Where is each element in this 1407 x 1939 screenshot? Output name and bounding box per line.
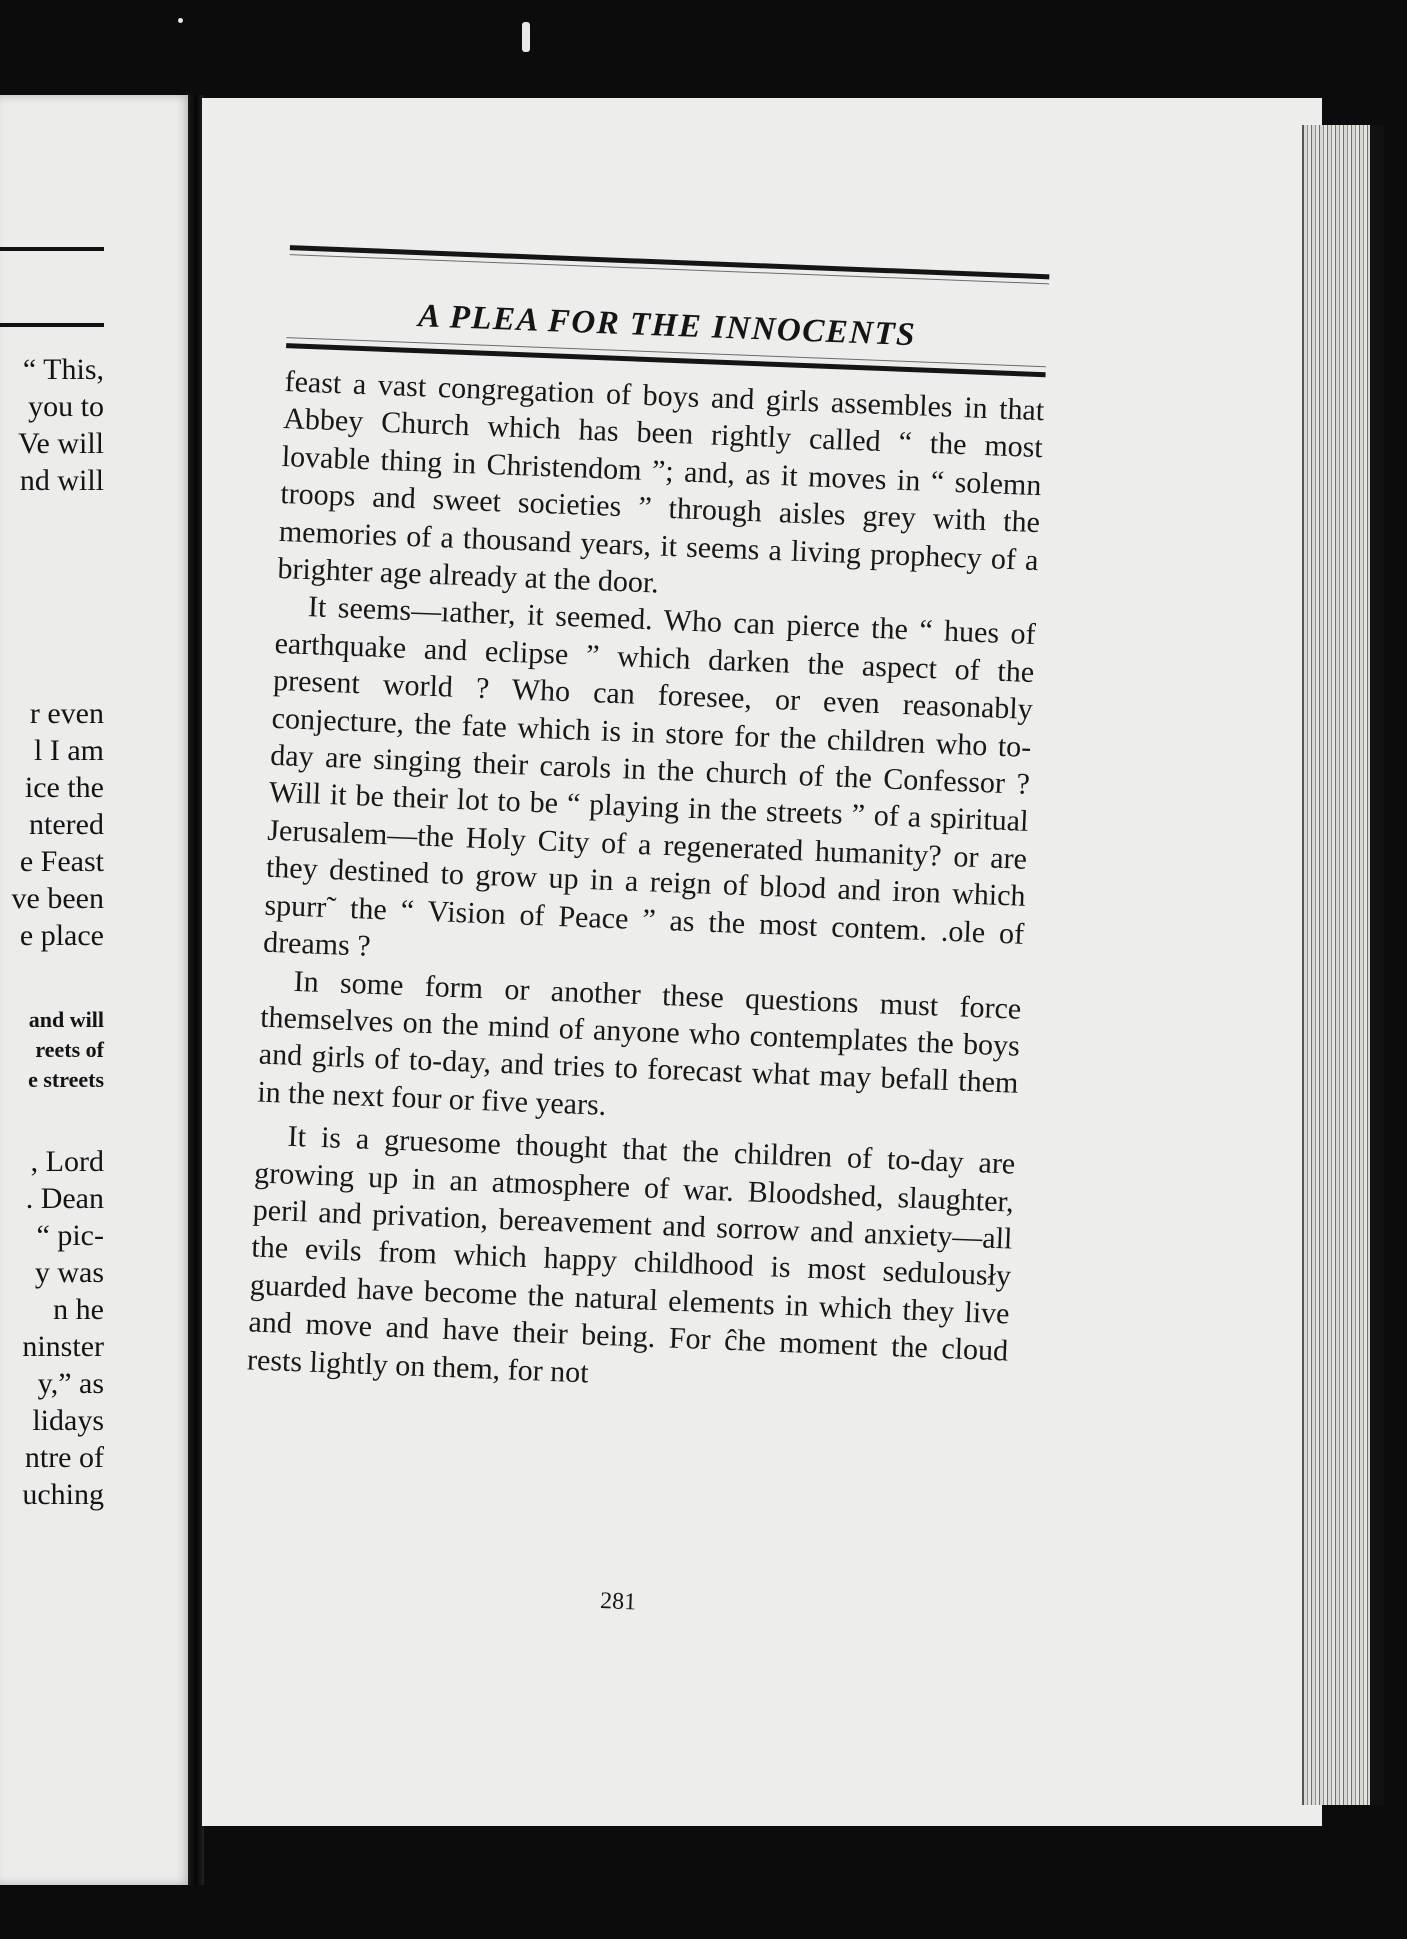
left-page-footnote-line: e streets <box>28 1067 104 1092</box>
left-page-line: , Lord <box>30 1145 104 1178</box>
paragraph: It seems—ıather, it seemed. Who can pierce the “ hues of earthquake and eclipse ” which darken the aspect of the present world ? Who can foresee, or even reasonably conjecture, the fate which is in store for the children who to-day are singing their carols in the church of the Confessor ? Will it be their lot to be “ playing in the streets ” of a spiritual Jerusalem—the Holy City of a regenerated humanity? or are they destined to grow up in a reign of bloɔd and iron which spurr˜ the “ Vision of Peace ” as the most contem. .ole of dreams ? <box>262 590 1037 963</box>
left-page-line: e place <box>19 919 104 952</box>
left-page-line: you to <box>28 390 104 423</box>
page-number: 281 <box>599 1588 637 1616</box>
scan-speck <box>178 18 183 23</box>
paragraph: It is a gruesome thought that the children of to-day are growing up in an atmosphere of war. Bloodshed, slaughter, peril and privation, bereavement and sorrow and anxiety—all the evils from which happy childhood is most sedulousły guarded have become the natural elements in which they live and move and have their being. For ĉhe moment the cloud rests lightly on them, for not <box>246 1119 1016 1389</box>
left-page-line: ntered <box>29 808 104 841</box>
left-page-line: y was <box>34 1256 104 1289</box>
scan-speck <box>522 22 530 52</box>
cover-edge <box>1370 125 1384 1805</box>
left-page-line: nd will <box>19 464 104 497</box>
left-page-line: l I am <box>34 734 104 767</box>
left-page-rule <box>0 247 104 251</box>
left-page-line: ntre of <box>24 1441 104 1474</box>
left-page-line: ve been <box>11 882 104 915</box>
left-page-line: ninster <box>22 1330 104 1363</box>
left-page-line: Ve will <box>18 427 104 460</box>
running-head: A PLEA FOR THE INNOCENTS <box>417 298 917 354</box>
page-content <box>206 244 1049 1673</box>
left-page-line: e Feast <box>19 845 104 878</box>
left-page-line: lidays <box>32 1404 104 1437</box>
left-page-line: uching <box>22 1478 104 1511</box>
left-page-line: n he <box>53 1293 104 1326</box>
left-page-footnote-line: and will <box>28 1007 104 1032</box>
left-page-line: “ This, <box>22 353 104 386</box>
left-page-line: y,” as <box>37 1367 104 1400</box>
left-page-line: . Dean <box>25 1182 104 1215</box>
left-page-footnote-line: reets of <box>35 1037 104 1062</box>
left-page-line: ice the <box>24 771 104 804</box>
left-page-line: r even <box>29 697 104 730</box>
body-text <box>246 363 1044 1407</box>
left-page-line: “ pic- <box>36 1219 104 1252</box>
paragraph: In some form or another these questions must force themselves on the mind of anyone who contemplates the boys and girls of to-day, and tries to forecast what may befall them in the next four or five years. <box>256 964 1022 1122</box>
facing-page-left <box>0 95 192 1885</box>
left-page-rule <box>0 323 104 327</box>
paragraph: feast a vast congregation of boys and girls assembles in that Abbey Church which has been rightly called “ the most lovable thing in Christendom ”; and, as it moves in “ solemn troops and sweet societies ” through aisles grey with the memories of a thousand years, it seems a living prophecy of a brighter age already at the door. <box>276 365 1045 600</box>
